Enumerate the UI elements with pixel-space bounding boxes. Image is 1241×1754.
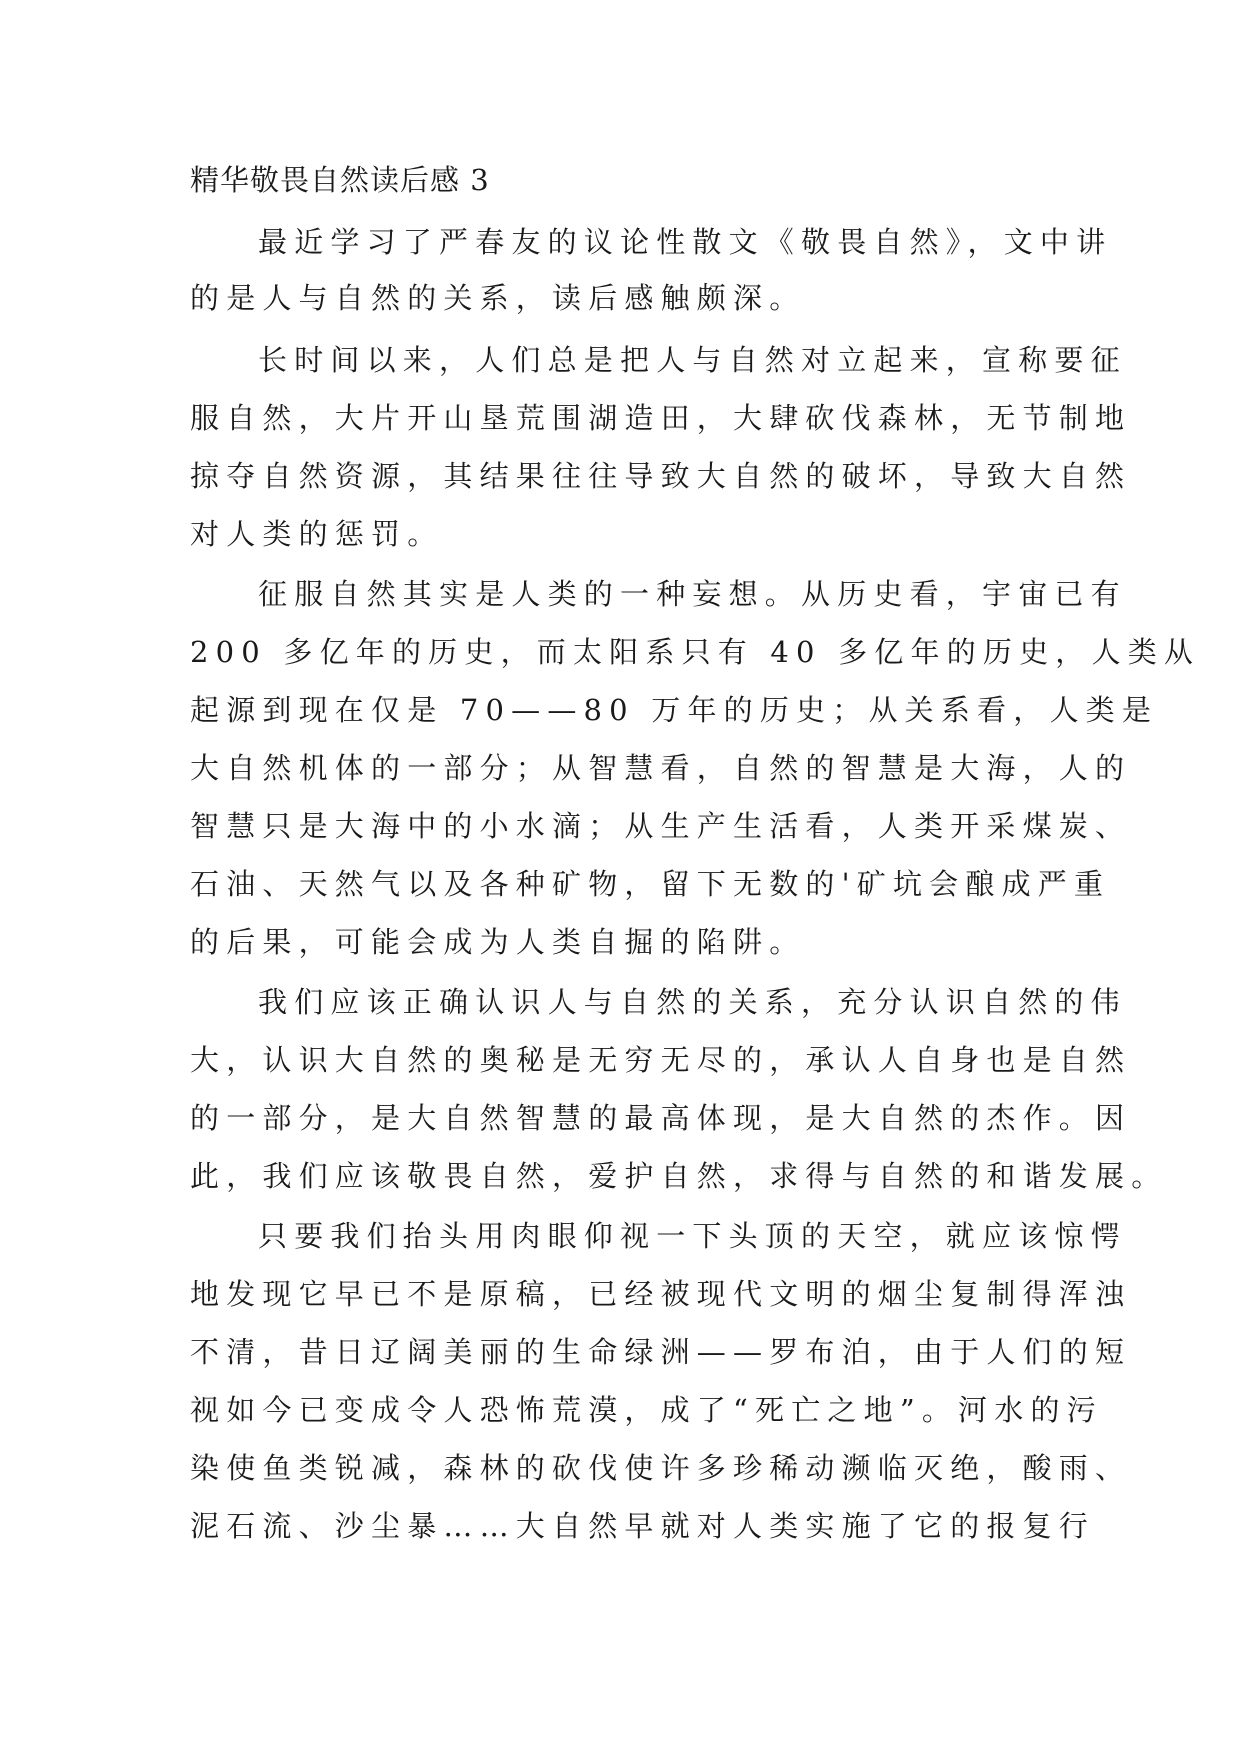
paragraph-line: 的后果，可能会成为人类自掘的陷阱。 xyxy=(190,925,806,959)
paragraph-line: 长时间以来，人们总是把人与自然对立起来，宣称要征 xyxy=(258,343,1127,377)
paragraph-line: 石油、天然气以及各种矿物，留下无数的'矿坑会酿成严重 xyxy=(190,867,1111,901)
paragraph-line: 的是人与自然的关系，读后感触颇深。 xyxy=(190,281,806,315)
paragraph-line: 征服自然其实是人类的一种妄想。从历史看，宇宙已有 xyxy=(258,577,1127,611)
document-title: 精华敬畏自然读后感 3 xyxy=(190,163,490,197)
paragraph-line: 大，认识大自然的奥秘是无穷无尽的，承认人自身也是自然 xyxy=(190,1043,1132,1077)
paragraph-line: 视如今已变成令人恐怖荒漠，成了“死亡之地”。河水的污 xyxy=(190,1393,1103,1427)
paragraph-line: 此，我们应该敬畏自然，爱护自然，求得与自然的和谐发展。 xyxy=(190,1159,1168,1193)
paragraph-line: 我们应该正确认识人与自然的关系，充分认识自然的伟 xyxy=(258,985,1127,1019)
paragraph-line: 染使鱼类锐减，森林的砍伐使许多珍稀动濒临灭绝，酸雨、 xyxy=(190,1451,1132,1485)
paragraph-line: 地发现它早已不是原稿，已经被现代文明的烟尘复制得浑浊 xyxy=(190,1277,1132,1311)
paragraph-line: 大自然机体的一部分；从智慧看，自然的智慧是大海，人的 xyxy=(190,751,1132,785)
paragraph-line: 200 多亿年的历史，而太阳系只有 40 多亿年的历史，人类从 xyxy=(190,635,1201,669)
paragraph-line: 对人类的惩罚。 xyxy=(190,517,444,551)
paragraph-line: 不清，昔日辽阔美丽的生命绿洲——罗布泊，由于人们的短 xyxy=(190,1335,1132,1369)
paragraph-line: 起源到现在仅是 70——80 万年的历史；从关系看，人类是 xyxy=(190,693,1159,727)
paragraph-line: 最近学习了严春友的议论性散文《敬畏自然》，文中讲 xyxy=(258,225,1113,259)
paragraph-line: 掠夺自然资源，其结果往往导致大自然的破坏，导致大自然 xyxy=(190,459,1132,493)
paragraph-line: 智慧只是大海中的小水滴；从生产生活看，人类开采煤炭、 xyxy=(190,809,1132,843)
paragraph-line: 泥石流、沙尘暴……大自然早就对人类实施了它的报复行 xyxy=(190,1509,1096,1543)
paragraph-line: 只要我们抬头用肉眼仰视一下头顶的天空，就应该惊愕 xyxy=(258,1219,1127,1253)
paragraph-line: 的一部分，是大自然智慧的最高体现，是大自然的杰作。因 xyxy=(190,1101,1132,1135)
paragraph-line: 服自然，大片开山垦荒围湖造田，大肆砍伐森林，无节制地 xyxy=(190,401,1132,435)
